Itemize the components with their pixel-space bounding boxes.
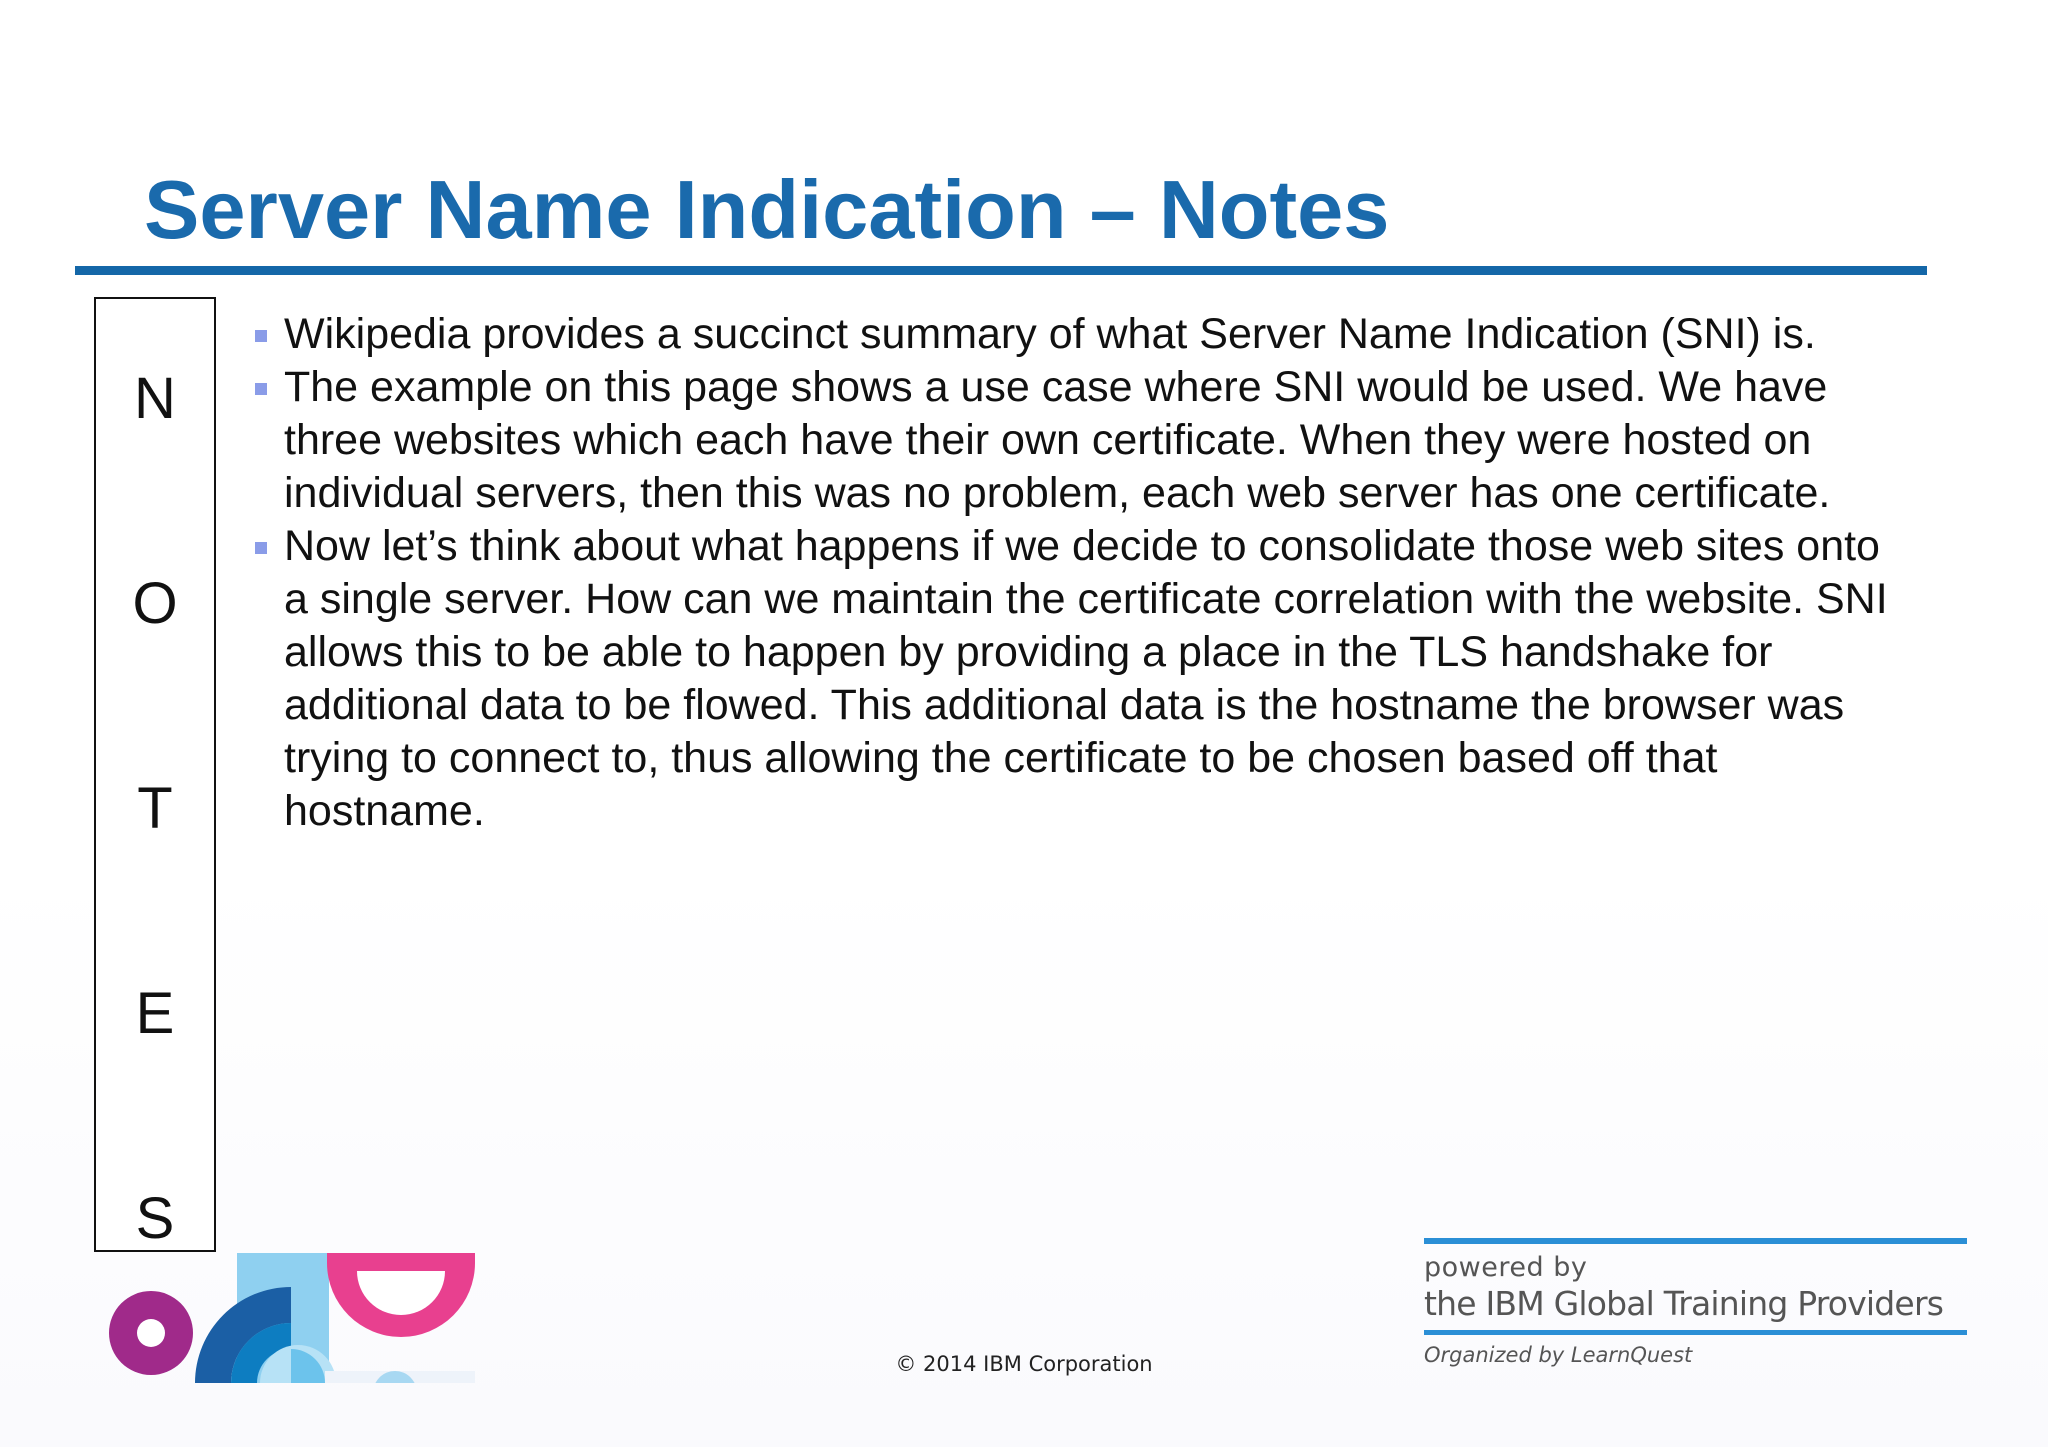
notes-label-box	[94, 297, 216, 1252]
bullet-item	[250, 520, 1890, 838]
slide-title: Server Name Indication – Notes	[144, 163, 1390, 256]
powered-by-logo	[1424, 1238, 1967, 1369]
copyright-text: © 2014 IBM Corporation	[895, 1352, 1153, 1376]
organized-by-text: Organized by LearnQuest	[1424, 1343, 1693, 1367]
notes-content	[250, 308, 1890, 838]
bullet-text: The example on this page shows a use case where SNI would be used. We have three websites which each have their own certificate. When they were hosted on individual servers, then this was no problem, each web server has one certificate.	[284, 363, 1831, 517]
bullet-item	[250, 361, 1890, 520]
bullet-text: Now let’s think about what happens if we decide to consolidate those web sites onto a single server. How can we maintain the certificate correlation with the website. SNI allows this to be able to happen by providing a place in the TLS handshake for additional data to be flowed. This additional data is the hostname the browser was trying to connect to, thus allowing the certificate to be chosen based off that hostname.	[284, 522, 1888, 835]
notes-letter-n: N	[134, 366, 176, 431]
notes-letter-s: S	[135, 1186, 175, 1251]
title-underline	[75, 266, 1927, 275]
powered-bottom-rule	[1424, 1330, 1967, 1335]
bullet-square-icon	[255, 330, 267, 342]
powered-top-rule	[1424, 1238, 1967, 1244]
notes-letter-o: O	[132, 571, 178, 636]
powered-by-text: powered by	[1424, 1252, 1588, 1283]
bullet-text: Wikipedia provides a succinct summary of what Server Name Indication (SNI) is.	[284, 310, 1816, 358]
notes-letter-t: T	[137, 776, 173, 841]
bullet-square-icon	[255, 383, 267, 395]
notes-letter-e: E	[135, 981, 175, 1046]
provider-name: the IBM Global Training Providers	[1424, 1284, 1944, 1323]
bullet-square-icon	[255, 542, 267, 554]
bullet-item	[250, 308, 1890, 361]
